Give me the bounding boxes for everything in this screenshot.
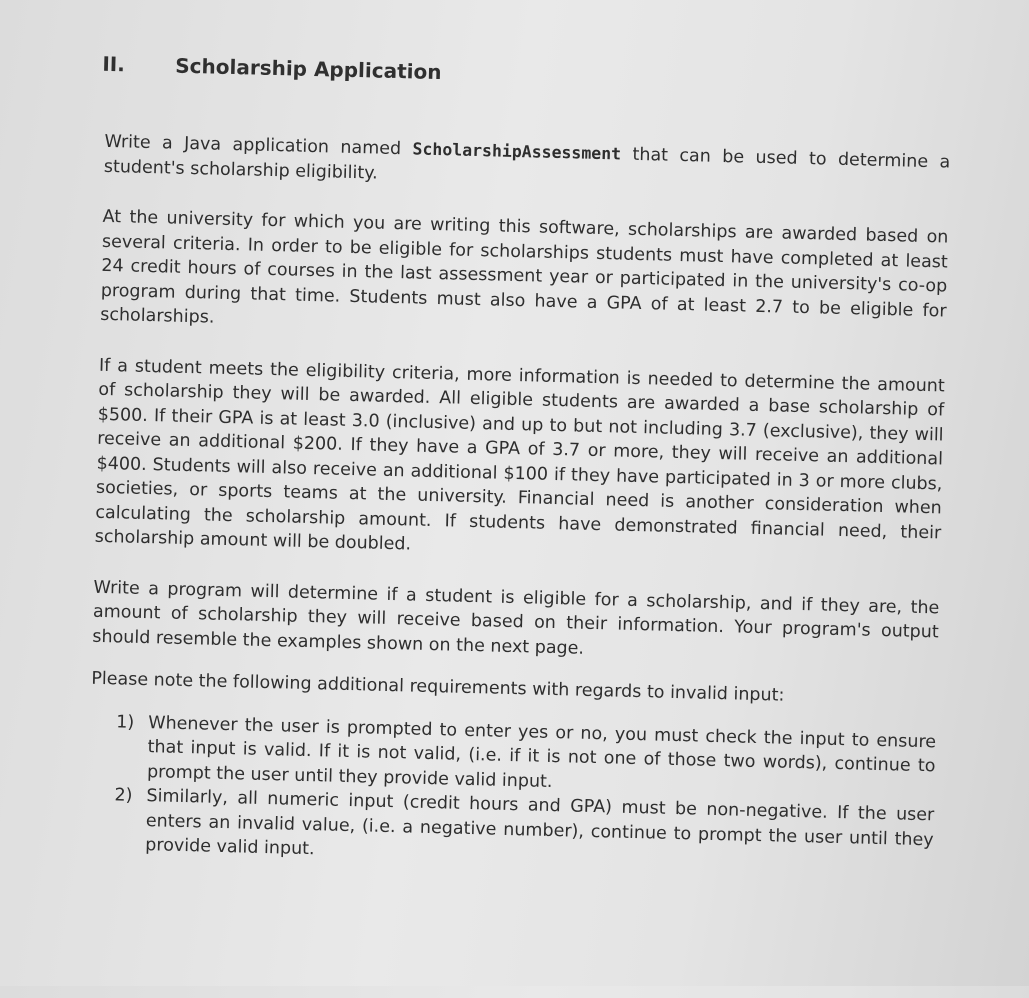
requirement-marker: 2) — [114, 785, 133, 806]
requirement-marker: 1) — [116, 711, 135, 733]
note-paragraph: Please note the following additional requirements with regards to invalid input: — [91, 668, 785, 706]
intro-text-after: that can be used to determine a student's scholarship eligibility. — [103, 144, 951, 184]
intro-text-before: Write a Java application named — [104, 131, 413, 160]
document-body — [87, 130, 950, 877]
class-name-code: ScholarshipAssessment — [412, 139, 622, 164]
section-title: Scholarship Application — [175, 53, 442, 85]
intro-paragraph — [104, 130, 951, 200]
program-paragraph: Write a program will determine if a student is eligible for a scholarship, and if they are, the amount of scholarship they will receive based on their information. Your program's output should resemble the examples shown on the next page. — [92, 577, 940, 659]
section-heading — [102, 52, 442, 84]
amount-paragraph: If a student meets the eligibility criteria, more information is needed to determine the amount of scholarship they will be awarded. All eligible students are awarded a base scholarship of $500. If their GPA is at least 3.0 (inclusive) and up to but not including 3.7 (exclusive), they will receive an additional $200. If they have a GPA of 3.7 or more, they will receive an additional $400. Students will also receive an additional $100 if they have participated in 3 or more clubs, societies, or sports teams at the university. Financial need is another consideration when calculating the scholarship amount. If students have demonstrated financial need, their scholarship amount will be doubled. — [94, 355, 945, 555]
section-number: II. — [102, 51, 126, 77]
requirement-text: Similarly, all numeric input (credit hours and GPA) must be non-negative. If the user enters an invalid value, (i.e. a negative number), continue to prompt the user until they provide valid input. — [145, 786, 935, 860]
requirements-list — [87, 709, 936, 877]
requirement-text: Whenever the user is prompted to enter yes or no, you must check the input to ensure that input is valid. If it is not valid, (i.e. if it is not one of those two words), continue to prompt the user until they provide valid input. — [146, 712, 937, 792]
eligibility-paragraph: At the university for which you are writing this software, scholarships are awarded based on several criteria. In order to be eligible for scholarships students must have completed at least 24 credit hours of courses in the last assessment year or participated in the university's co-op program during that time. Students must also have a GPA of at least 2.7 to be eligible for scholarships. — [99, 206, 949, 328]
